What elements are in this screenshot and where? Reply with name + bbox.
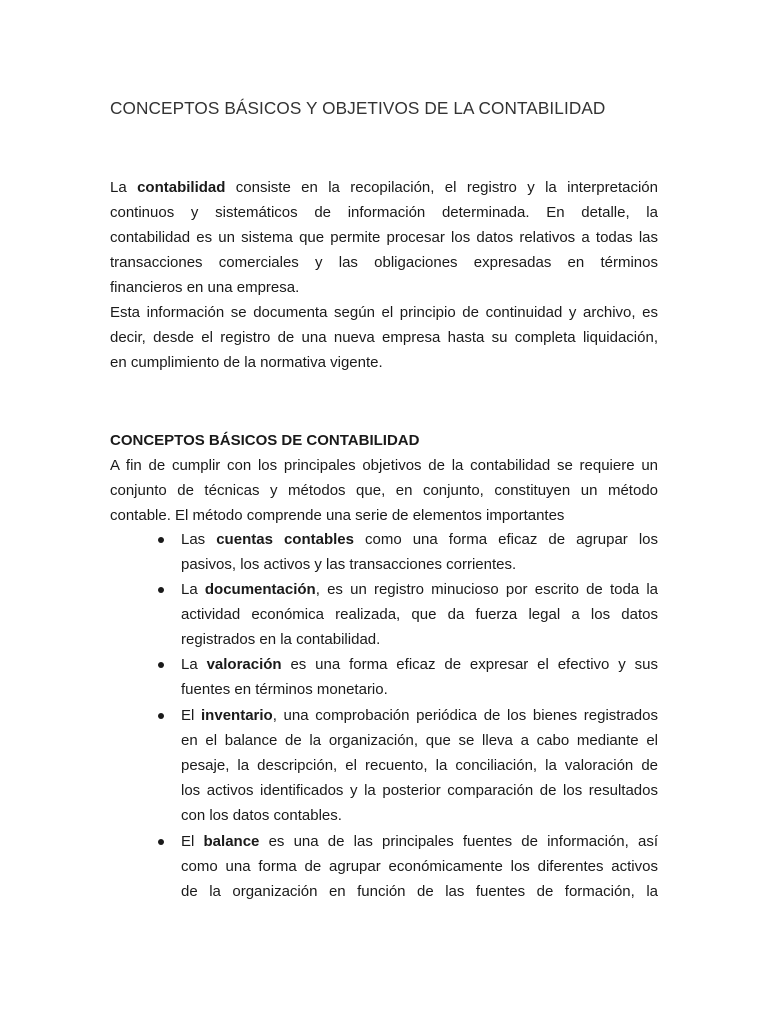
list-item-line: registrados en la contabilidad. [181,631,381,648]
list-item-term: balance [203,833,260,850]
list-item-line: pesaje, la descripción, el recuento, la conciliación, la valoración de [181,757,658,774]
list-item-rest: , es un registro minucioso por escrito de toda la [315,581,658,598]
list-item-line: pasivos, los activos y las transacciones corrientes. [181,556,517,573]
list-item-term: documentación [204,581,316,598]
list-item-text [181,703,658,828]
list-item-line: de la organización en función de las fuentes de formación, la [181,883,658,900]
intro-paragraph [110,175,658,375]
list-item-line: fuentes en términos monetario. [181,681,388,698]
list-item-term: valoración [206,656,282,673]
bullet-icon [158,587,164,593]
list-item-lead: Las [181,531,217,548]
list-item-lead: El [181,833,204,850]
intro-line: en cumplimiento de la normativa vigente. [110,354,383,371]
list-item-line: como una forma de agrupar económicamente los diferentes activos [181,858,658,875]
list-item-term: inventario [201,707,273,724]
list-item-rest: como una forma eficaz de agrupar los [353,531,658,548]
list-item-rest: es una forma eficaz de expresar el efectivo y sus [281,656,658,673]
intro-line: contabilidad es un sistema que permite procesar los datos relativos a todas las [110,229,658,246]
intro-lead: La [110,179,127,196]
list-item-lead: El [181,707,202,724]
intro-line: continuos y sistemáticos de información determinada. En detalle, la [110,204,658,221]
list-item-line [181,703,658,728]
intro-line: transacciones comerciales y las obligaciones expresadas en términos [110,254,658,271]
list-item-line [181,829,658,854]
list-item-term: cuentas contables [216,531,354,548]
list-item-line: con los datos contables. [181,807,342,824]
bullet-icon [158,713,164,719]
section-line: conjunto de técnicas y métodos que, en conjunto, constituyen un método [110,482,658,499]
bullet-icon [158,662,164,668]
list-item-line [181,577,658,602]
list-item-text [181,527,658,577]
bullet-icon [158,537,164,543]
list-item-line [181,527,658,552]
section-line: A fin de cumplir con los principales objetivos de la contabilidad se requiere un [110,457,658,474]
list-item-line [181,652,658,677]
intro-term: contabilidad [137,179,226,196]
intro-rest: consiste en la recopilación, el registro y la interpretación [225,179,658,196]
intro-line: financieros en una empresa. [110,279,300,296]
intro-line: Esta información se documenta según el principio de continuidad y archivo, es [110,304,658,321]
list-item-text [181,829,658,904]
list-item-lead: La [181,581,205,598]
list-item-text [181,652,658,702]
list-item-line: los activos identificados y la posterior comparación de los resultados [181,782,658,799]
document-title: CONCEPTOS BÁSICOS Y OBJETIVOS DE LA CONTABILIDAD [110,98,606,118]
list-item-rest: es una de las principales fuentes de información, así [259,833,658,850]
intro-line [110,175,658,200]
list-item-lead: La [181,656,207,673]
section-line: contable. El método comprende una serie de elementos importantes [110,507,565,524]
section-paragraph [110,453,658,528]
list-item-rest: , una comprobación periódica de los bienes registrados [272,707,658,724]
list-item-line: actividad económica realizada, que da fuerza legal a los datos [181,606,658,623]
list-item-line: en el balance de la organización, que se lleva a cabo mediante el [181,732,658,749]
bullet-icon [158,839,164,845]
intro-line: decir, desde el registro de una nueva empresa hasta su completa liquidación, [110,329,658,346]
section-heading: CONCEPTOS BÁSICOS DE CONTABILIDAD [110,432,420,449]
list-item-text [181,577,658,652]
